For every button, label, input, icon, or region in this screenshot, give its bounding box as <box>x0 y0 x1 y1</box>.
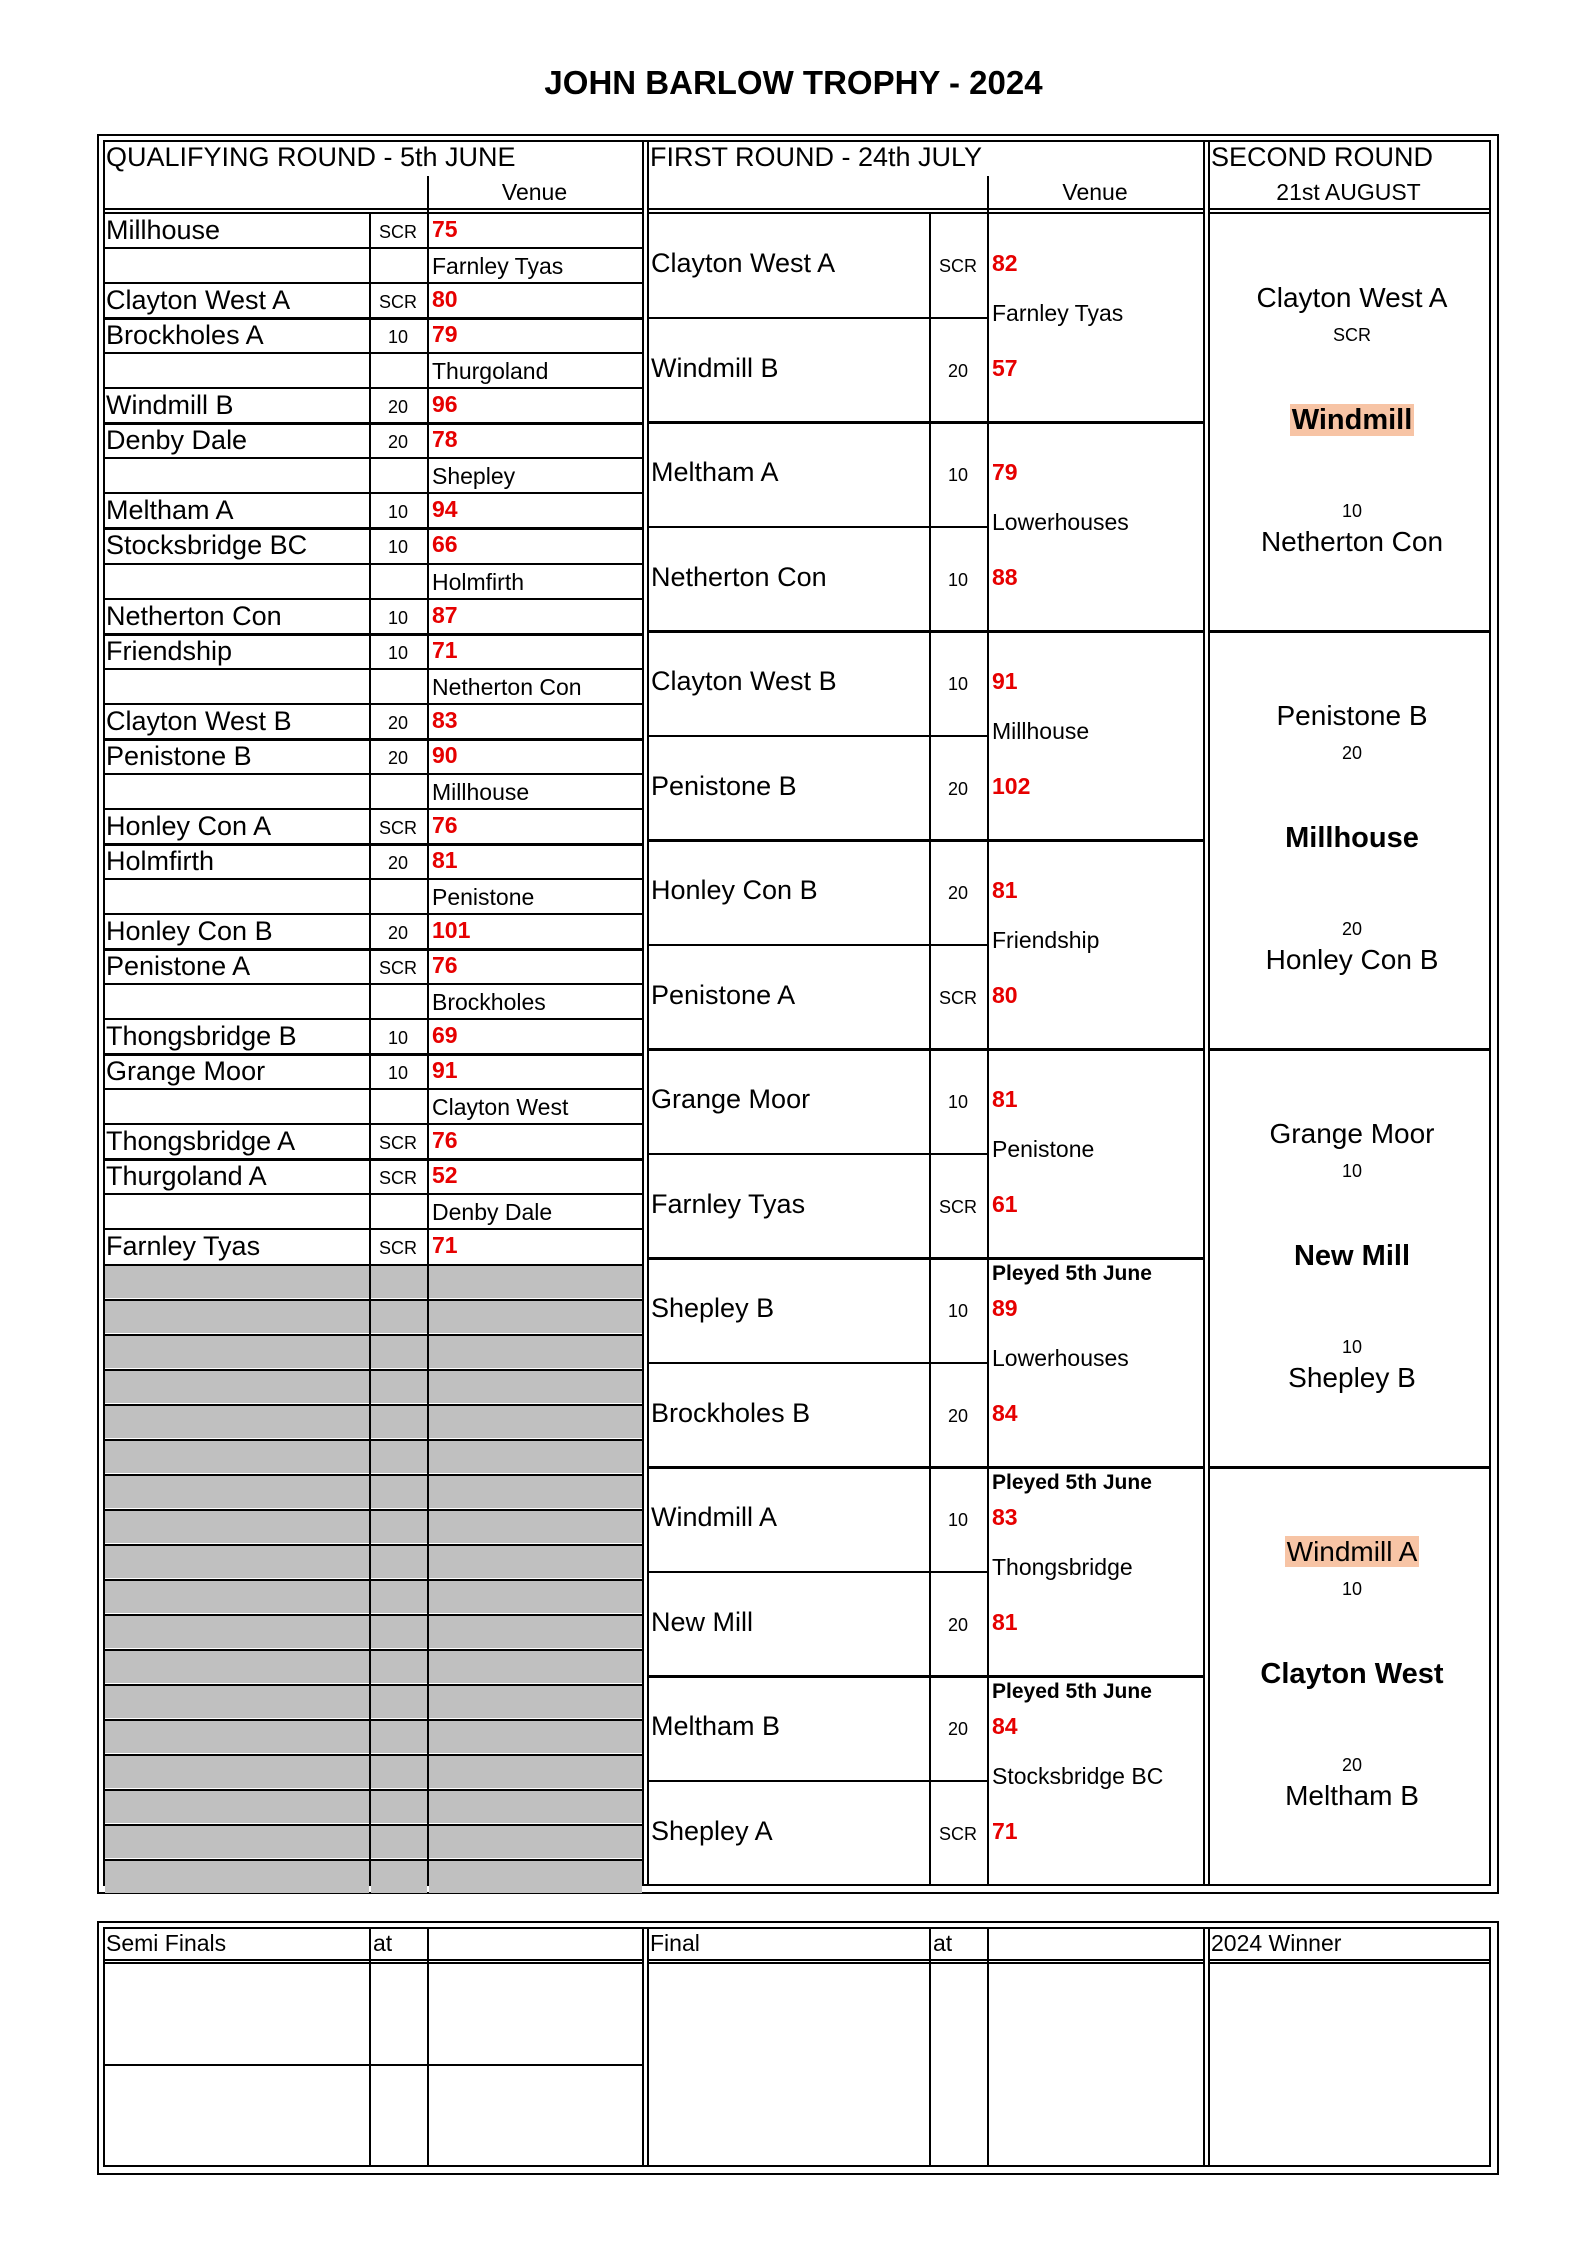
host-venue <box>1214 1660 1490 1689</box>
score: 90 <box>432 741 458 768</box>
semis-right-border <box>642 1927 644 2165</box>
team-name: Meltham A <box>106 495 234 526</box>
empty-cell <box>371 1826 427 1858</box>
score: 57 <box>992 354 1018 381</box>
empty-cell <box>105 1476 369 1508</box>
score: 71 <box>432 1232 458 1259</box>
empty-cell <box>105 1861 369 1893</box>
score: 94 <box>432 496 458 523</box>
row-divider <box>103 1123 642 1125</box>
empty-cell <box>105 1826 369 1858</box>
team-name: Denby Dale <box>106 425 248 456</box>
row-divider <box>103 703 642 705</box>
team-name <box>1214 1364 1490 1392</box>
host-venue-text: Clayton West <box>1260 1658 1444 1690</box>
handicap: SCR <box>378 222 417 242</box>
host-venue-text: New Mill <box>1293 1240 1410 1272</box>
team-name: Penistone A <box>651 979 796 1010</box>
team-name-text: Penistone B <box>1276 700 1428 731</box>
empty-cell <box>105 1651 369 1683</box>
score: 76 <box>432 952 458 979</box>
score: 84 <box>992 1399 1018 1426</box>
venue-name: Farnley Tyas <box>432 253 564 280</box>
empty-cell <box>105 1756 369 1788</box>
handicap-text: 20 <box>1341 743 1363 763</box>
team-name: Meltham A <box>651 457 779 487</box>
team-name: Meltham B <box>651 1711 781 1741</box>
score: 91 <box>992 668 1018 694</box>
handicap: 10 <box>947 1510 969 1530</box>
handicap: 20 <box>947 1405 969 1426</box>
empty-cell <box>105 1721 369 1753</box>
handicap <box>1214 1756 1490 1774</box>
team-name: Netherton Con <box>651 561 827 592</box>
empty-cell <box>371 1651 427 1683</box>
empty-cell <box>105 1266 369 1298</box>
team-name <box>1214 702 1490 730</box>
score: 81 <box>432 846 458 873</box>
handicap <box>1214 502 1490 520</box>
team-name: Penistone A <box>106 951 251 982</box>
team-name: Shepley A <box>651 1815 773 1846</box>
handicap: 20 <box>947 360 969 381</box>
score: 80 <box>432 286 458 313</box>
second-header-bottom <box>1208 208 1489 210</box>
score: 89 <box>992 1295 1018 1321</box>
venue-name: Penistone <box>432 883 535 910</box>
empty-cell <box>371 1336 427 1368</box>
team-name: Holmfirth <box>106 845 215 876</box>
handicap: SCR <box>378 1168 417 1189</box>
score: 80 <box>992 981 1018 1008</box>
handicap: SCR <box>378 292 417 313</box>
row-divider <box>103 1088 642 1090</box>
handicap: SCR <box>378 958 417 979</box>
team-name-text: Shepley B <box>1288 1362 1416 1393</box>
handicap-text: 10 <box>1341 1161 1363 1181</box>
handicap: 10 <box>947 1301 969 1321</box>
empty-cell <box>105 1441 369 1473</box>
empty-cell <box>429 1546 642 1578</box>
row-divider <box>103 773 642 775</box>
row-divider <box>103 2064 642 2066</box>
empty-cell <box>429 1651 642 1683</box>
empty-cell <box>371 1301 427 1333</box>
row-divider <box>647 735 989 737</box>
team-name: Brockholes A <box>106 320 264 351</box>
host-venue <box>1214 1242 1490 1271</box>
frame-inner-top <box>103 1927 1489 1929</box>
handicap-text: 10 <box>1341 1579 1363 1599</box>
venue-name: Holmfirth <box>432 568 525 595</box>
score: 84 <box>992 1713 1018 1739</box>
empty-cell <box>105 1791 369 1823</box>
venue-header: Venue <box>501 179 568 205</box>
frame-inner-bottom <box>103 2165 1491 2167</box>
empty-cell <box>429 1336 642 1368</box>
row-divider <box>103 983 642 985</box>
empty-cell <box>105 1546 369 1578</box>
empty-cell <box>371 1476 427 1508</box>
handicap: 20 <box>387 747 409 768</box>
empty-cell <box>371 1721 427 1753</box>
score: 83 <box>432 706 458 733</box>
page-title: JOHN BARLOW TROPHY - 2024 <box>544 64 1043 101</box>
empty-cell <box>105 1406 369 1438</box>
team-name <box>1214 946 1490 974</box>
score: 52 <box>432 1162 458 1189</box>
team-name-text: Honley Con B <box>1265 944 1439 975</box>
team-name-text: Netherton Con <box>1260 526 1444 557</box>
qualifying-header: QUALIFYING ROUND - 5th JUNE <box>106 142 516 172</box>
team-name: Windmill A <box>651 1502 778 1532</box>
team-name: Windmill B <box>106 390 234 421</box>
venue-name: Netherton Con <box>432 673 582 700</box>
handicap: 10 <box>387 607 409 628</box>
first-header-bottom <box>647 208 1203 210</box>
empty-cell <box>105 1511 369 1543</box>
venue-name: Stocksbridge BC <box>992 1763 1164 1789</box>
handicap <box>1214 1580 1490 1598</box>
empty-cell <box>371 1511 427 1543</box>
header-divider <box>647 1962 1203 1964</box>
score: 88 <box>992 563 1018 590</box>
handicap: SCR <box>938 987 977 1008</box>
row-divider <box>647 1153 989 1155</box>
team-name: Farnley Tyas <box>651 1188 806 1219</box>
empty-cell <box>371 1861 427 1893</box>
team-name <box>1214 1538 1490 1566</box>
first-header-bottom-2 <box>647 212 1203 214</box>
venue-name: Millhouse <box>432 778 530 805</box>
empty-cell <box>105 1616 369 1648</box>
empty-cell <box>429 1301 642 1333</box>
score: 102 <box>992 772 1031 799</box>
handicap: 10 <box>387 1028 409 1049</box>
venue-name: Farnley Tyas <box>992 300 1124 326</box>
final-right-border <box>1203 1927 1205 2165</box>
team-name: Brockholes B <box>651 1397 811 1428</box>
score: 66 <box>432 531 458 558</box>
handicap: 10 <box>387 502 409 523</box>
empty-cell <box>105 1301 369 1333</box>
at-label: at <box>933 1930 953 1956</box>
handicap: 20 <box>387 712 409 733</box>
row-divider <box>103 247 642 249</box>
empty-cell <box>371 1791 427 1823</box>
team-name-text: Meltham B <box>1285 1780 1419 1811</box>
handicap: 10 <box>947 465 969 485</box>
empty-cell <box>371 1406 427 1438</box>
handicap-text: 10 <box>1341 501 1363 521</box>
empty-cell <box>429 1756 642 1788</box>
team-name: Thongsbridge A <box>106 1126 296 1157</box>
team-name: Honley Con B <box>651 875 818 905</box>
venue-name: Denby Dale <box>432 1199 553 1226</box>
team-name <box>1214 1782 1490 1810</box>
team-name-text: Windmill A <box>1286 1536 1418 1567</box>
match-divider <box>647 1258 1203 1260</box>
frame-inner-right <box>1489 140 1491 1884</box>
empty-cell <box>429 1441 642 1473</box>
empty-cell <box>371 1546 427 1578</box>
team-name: Millhouse <box>106 215 221 245</box>
score: 81 <box>992 1086 1018 1112</box>
winner-label: 2024 Winner <box>1211 1930 1342 1956</box>
empty-cell <box>429 1511 642 1543</box>
row-divider <box>103 387 642 389</box>
handicap: 10 <box>387 1063 409 1084</box>
team-name-text: Grange Moor <box>1269 1118 1435 1149</box>
score: 81 <box>992 1608 1018 1635</box>
row-divider <box>103 1228 642 1230</box>
match-divider <box>1208 631 1489 633</box>
qualifying-right-border <box>642 140 644 1884</box>
score: 82 <box>992 250 1018 276</box>
venue-name: Thongsbridge <box>992 1554 1133 1580</box>
row-divider <box>103 1018 642 1020</box>
handicap: 20 <box>387 432 409 453</box>
score: 76 <box>432 811 458 838</box>
score: 71 <box>992 1817 1018 1844</box>
score: 87 <box>432 601 458 628</box>
team-name: Honley Con B <box>106 916 273 946</box>
empty-cell <box>429 1406 642 1438</box>
handicap <box>1214 1162 1490 1180</box>
handicap: 10 <box>947 569 969 590</box>
empty-cell <box>105 1686 369 1718</box>
team-name: Penistone B <box>651 770 797 801</box>
match-divider <box>647 840 1203 842</box>
empty-cell <box>371 1756 427 1788</box>
first-round-header: FIRST ROUND - 24th JULY <box>650 142 983 172</box>
at-label: at <box>373 1930 393 1956</box>
first-round-left-border <box>647 140 649 1884</box>
empty-cell <box>429 1266 642 1298</box>
host-venue-text: Windmill <box>1291 404 1413 436</box>
handicap: SCR <box>938 1823 977 1844</box>
handicap: SCR <box>378 1238 417 1259</box>
handicap-text: SCR <box>1332 325 1371 345</box>
handicap: SCR <box>938 1196 977 1217</box>
row-divider <box>103 352 642 354</box>
handicap: SCR <box>938 256 977 276</box>
handicap-text: 10 <box>1341 1337 1363 1357</box>
team-name: Honley Con A <box>106 810 272 841</box>
header-divider <box>103 1962 642 1964</box>
handicap: 20 <box>387 923 409 943</box>
score: 81 <box>992 877 1018 903</box>
team-name: Shepley B <box>651 1293 775 1323</box>
empty-cell <box>429 1476 642 1508</box>
empty-cell <box>371 1686 427 1718</box>
empty-cell <box>105 1371 369 1403</box>
team-name: Friendship <box>106 635 233 666</box>
score: 79 <box>432 321 458 348</box>
handicap: SCR <box>378 1133 417 1154</box>
empty-cell <box>371 1441 427 1473</box>
header-divider <box>1208 1959 1489 1961</box>
frame-inner-right <box>1489 1927 1491 2165</box>
handicap: SCR <box>378 817 417 838</box>
venue-name: Friendship <box>992 927 1100 953</box>
venue-name: Lowerhouses <box>992 509 1129 535</box>
match-divider <box>647 1049 1203 1051</box>
empty-cell <box>429 1826 642 1858</box>
handicap <box>1214 744 1490 762</box>
empty-cell <box>371 1581 427 1613</box>
venue-name: Penistone <box>992 1136 1095 1162</box>
second-round-date: 21st AUGUST <box>1276 179 1421 205</box>
empty-cell <box>105 1581 369 1613</box>
handicap: 20 <box>947 883 969 903</box>
empty-cell <box>429 1616 642 1648</box>
team-name <box>1214 284 1490 312</box>
handicap <box>1214 920 1490 938</box>
final-label: Final <box>650 1930 700 1956</box>
score: 78 <box>432 426 458 453</box>
handicap: 10 <box>387 327 409 348</box>
row-divider <box>647 1362 989 1364</box>
team-name: New Mill <box>651 1606 754 1637</box>
empty-cell <box>429 1581 642 1613</box>
score: 91 <box>432 1057 458 1084</box>
row-divider <box>103 598 642 600</box>
match-divider <box>647 422 1203 424</box>
played-note: Pleyed 5th June <box>992 1680 1152 1703</box>
team-name: Windmill B <box>651 352 779 383</box>
second-round-header: SECOND ROUND <box>1211 142 1434 172</box>
empty-cell <box>105 1336 369 1368</box>
row-divider <box>103 668 642 670</box>
empty-cell <box>429 1721 642 1753</box>
handicap: 10 <box>387 537 409 558</box>
handicap: 20 <box>947 1614 969 1635</box>
team-name: Penistone B <box>106 740 252 771</box>
score: 96 <box>432 391 458 418</box>
row-divider <box>647 944 989 946</box>
row-divider <box>103 808 642 810</box>
team-name: Clayton West A <box>106 285 291 316</box>
team-name: Clayton West B <box>651 666 837 696</box>
row-divider <box>103 1193 642 1195</box>
venue-name: Shepley <box>432 463 516 490</box>
row-divider <box>647 1780 989 1782</box>
handicap <box>1214 1338 1490 1356</box>
empty-cell <box>429 1861 642 1893</box>
venue-name: Thurgoland <box>432 358 549 385</box>
qualifying-header-bottom <box>103 208 642 210</box>
venue-header: Venue <box>1062 179 1128 205</box>
score: 83 <box>992 1504 1018 1530</box>
score: 69 <box>432 1022 458 1049</box>
score: 76 <box>432 1127 458 1154</box>
venue-name: Brockholes <box>432 989 546 1016</box>
match-divider <box>1208 1049 1489 1051</box>
handicap: 20 <box>947 778 969 799</box>
empty-cell <box>371 1371 427 1403</box>
empty-cell <box>429 1371 642 1403</box>
second-header-bottom-2 <box>1208 212 1489 214</box>
team-name: Farnley Tyas <box>106 1231 261 1262</box>
team-name: Clayton West B <box>106 705 292 736</box>
row-divider <box>103 457 642 459</box>
score: 71 <box>432 636 458 663</box>
venue-name: Millhouse <box>992 718 1090 744</box>
header-divider <box>103 1959 642 1961</box>
team-name <box>1214 528 1490 556</box>
row-divider <box>103 878 642 880</box>
venue-name: Lowerhouses <box>992 1345 1129 1371</box>
host-venue-text: Millhouse <box>1285 822 1419 854</box>
row-divider <box>103 282 642 284</box>
handicap-text: 20 <box>1341 1755 1363 1775</box>
handicap: 20 <box>387 397 409 418</box>
handicap: 10 <box>947 674 969 694</box>
match-divider <box>647 1676 1203 1678</box>
row-divider <box>103 492 642 494</box>
header-divider <box>647 1959 1203 1961</box>
venue-name: Clayton West <box>432 1094 569 1121</box>
handicap <box>1214 326 1490 344</box>
empty-cell <box>429 1791 642 1823</box>
team-name: Thongsbridge B <box>106 1021 297 1052</box>
host-venue <box>1214 824 1490 853</box>
match-divider <box>647 631 1203 633</box>
handicap-text: 20 <box>1341 919 1363 939</box>
score: 75 <box>432 216 458 242</box>
row-divider <box>647 1571 989 1573</box>
row-divider <box>647 526 989 528</box>
header-divider <box>1208 1962 1489 1964</box>
first-round-right-border <box>1203 140 1205 1884</box>
team-name: Grange Moor <box>651 1084 811 1114</box>
second-round-left-border <box>1208 140 1210 1884</box>
host-venue <box>1214 406 1490 435</box>
empty-cell <box>429 1686 642 1718</box>
handicap: 20 <box>387 852 409 873</box>
empty-cell <box>371 1616 427 1648</box>
qualifying-header-bottom-2 <box>103 212 642 214</box>
handicap: 20 <box>947 1719 969 1739</box>
match-divider <box>1208 1467 1489 1469</box>
played-note: Pleyed 5th June <box>992 1262 1152 1285</box>
empty-cell <box>371 1266 427 1298</box>
row-divider <box>103 563 642 565</box>
team-name-text: Clayton West A <box>1256 282 1448 313</box>
row-divider <box>103 913 642 915</box>
handicap: 10 <box>387 642 409 663</box>
team-name <box>1214 1120 1490 1148</box>
handicap: 10 <box>947 1092 969 1112</box>
team-name: Thurgoland A <box>106 1161 267 1192</box>
score: 79 <box>992 459 1018 485</box>
score: 61 <box>992 1190 1018 1217</box>
semi-finals-label: Semi Finals <box>106 1930 227 1956</box>
played-note: Pleyed 5th June <box>992 1471 1152 1494</box>
team-name: Netherton Con <box>106 600 282 631</box>
match-divider <box>647 1467 1203 1469</box>
team-name: Clayton West A <box>651 248 836 278</box>
team-name: Grange Moor <box>106 1056 266 1087</box>
score: 101 <box>432 917 471 943</box>
row-divider <box>647 317 989 319</box>
team-name: Stocksbridge BC <box>106 530 308 561</box>
